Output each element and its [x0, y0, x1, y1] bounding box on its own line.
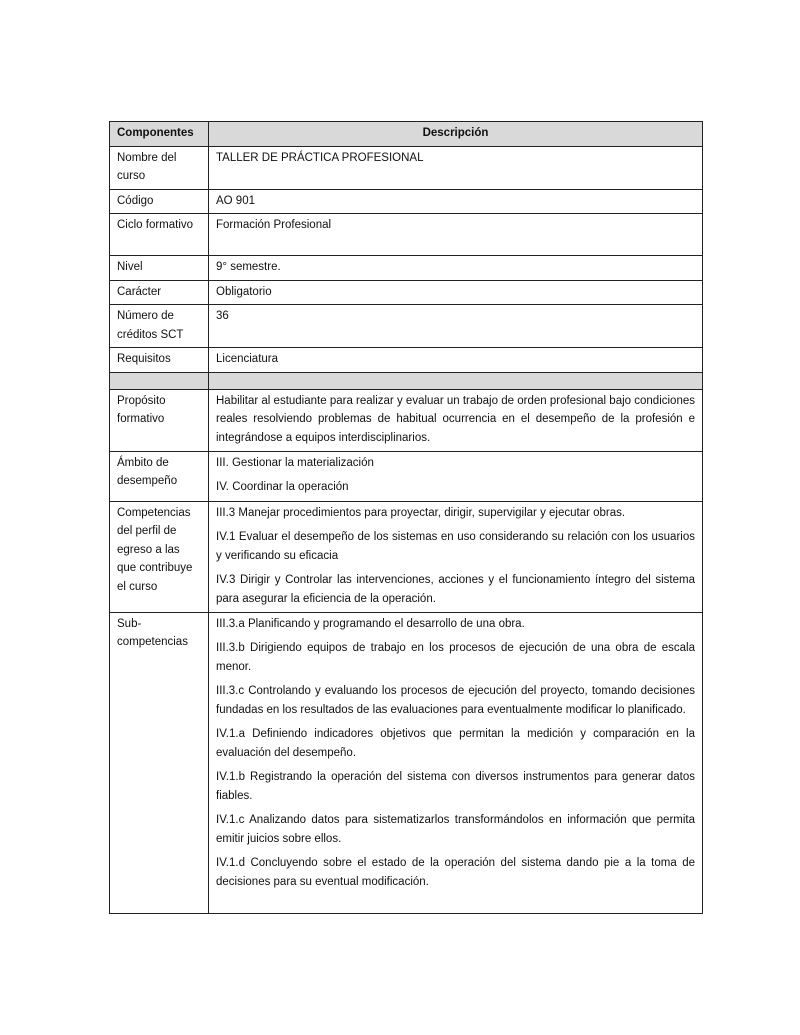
row-label: Carácter — [110, 280, 209, 305]
separator-cell — [110, 372, 209, 389]
row-value: Formación Profesional — [209, 214, 703, 256]
table-row-codigo — [110, 189, 703, 214]
table-row-creditos — [110, 305, 703, 348]
subcompetencia-item: III.3.c Controlando y evaluando los procesos de ejecución del proyecto, tomando decisiones fundadas en los resultados de las evaluaciones para eventualmente modificar lo planificado. — [216, 685, 695, 716]
table-row-nivel — [110, 256, 703, 281]
row-value: Habilitar al estudiante para realizar y evaluar un trabajo de orden profesional bajo condiciones reales resolviendo problemas de habitual ocurrencia en el desempeño de la profesión e integrándose a equipos interdisciplinarios. — [209, 389, 703, 451]
competencia-item: IV.3 Dirigir y Controlar las intervenciones, acciones y el funcionamiento íntegro del sistema para asegurar la eficiencia de la operación. — [216, 574, 695, 605]
row-value — [209, 501, 703, 612]
subcompetencia-item: IV.1.b Registrando la operación del sistema con diversos instrumentos para generar datos fiables. — [216, 771, 695, 802]
row-value: TALLER DE PRÁCTICA PROFESIONAL — [209, 146, 703, 189]
course-table — [109, 121, 703, 914]
table-row-ambito — [110, 451, 703, 501]
row-value: Obligatorio — [209, 280, 703, 305]
ambito-item: III. Gestionar la materialización — [216, 456, 374, 469]
table-row-subcompetencias — [110, 612, 703, 913]
table-row-proposito — [110, 389, 703, 451]
row-value: Licenciatura — [209, 348, 703, 373]
row-label: Requisitos — [110, 348, 209, 373]
table-separator-row — [110, 372, 703, 389]
competencia-item: IV.1 Evaluar el desempeño de los sistemas en uso considerando su relación con los usuarios y verificando su eficacia — [216, 531, 695, 562]
header-description: Descripción — [209, 122, 703, 147]
row-label: Código — [110, 189, 209, 214]
row-value: AO 901 — [209, 189, 703, 214]
table-row-requisitos — [110, 348, 703, 373]
row-value — [209, 451, 703, 501]
table-row-ciclo — [110, 214, 703, 256]
subcompetencia-item: IV.1.d Concluyendo sobre el estado de la operación del sistema dando pie a la toma de decisiones para su eventual modificación. — [216, 857, 695, 888]
competencia-item: III.3 Manejar procedimientos para proyectar, dirigir, supervigilar y ejecutar obras. — [216, 506, 626, 519]
table-row-nombre — [110, 146, 703, 189]
subcompetencia-item: III.3.a Planificando y programando el desarrollo de una obra. — [216, 617, 525, 630]
row-label: Ciclo formativo — [110, 214, 209, 256]
subcompetencia-item: III.3.b Dirigiendo equipos de trabajo en los procesos de ejecución de una obra de escala menor. — [216, 642, 695, 673]
subcompetencia-item: IV.1.a Definiendo indicadores objetivos que permitan la medición y comparación en la evaluación del desempeño. — [216, 728, 695, 759]
row-label: Competencias del perfil de egreso a las que contribuye el curso — [110, 501, 209, 612]
row-label: Sub-competencias — [110, 612, 209, 913]
row-value: 36 — [209, 305, 703, 348]
row-label: Número de créditos SCT — [110, 305, 209, 348]
row-label: Nivel — [110, 256, 209, 281]
row-label: Propósito formativo — [110, 389, 209, 451]
row-label: Ámbito de desempeño — [110, 451, 209, 501]
ambito-item: IV. Coordinar la operación — [216, 481, 349, 493]
separator-cell — [209, 372, 703, 389]
table-header-row — [110, 122, 703, 147]
table-row-caracter — [110, 280, 703, 305]
table-row-competencias — [110, 501, 703, 612]
row-value — [209, 612, 703, 913]
row-value: 9° semestre. — [209, 256, 703, 281]
header-components: Componentes — [110, 122, 209, 147]
row-label: Nombre del curso — [110, 146, 209, 189]
subcompetencia-item: IV.1.c Analizando datos para sistematizarlos transformándolos en información que permita emitir juicios sobre ellos. — [216, 814, 695, 845]
